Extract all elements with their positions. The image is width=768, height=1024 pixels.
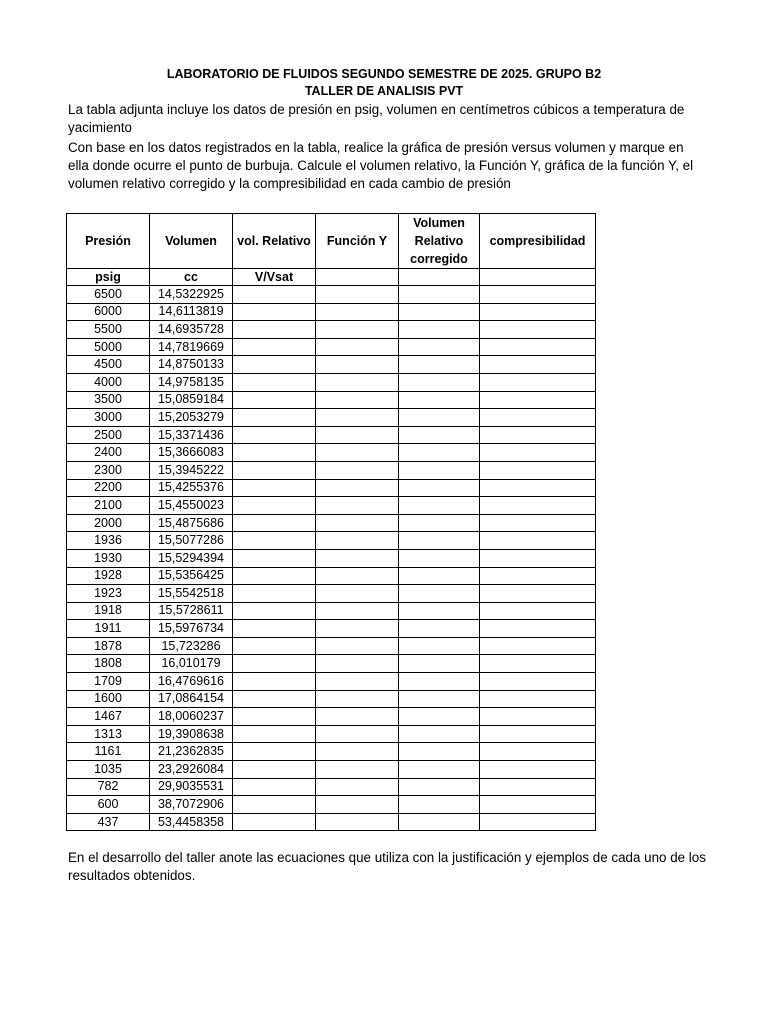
cell-volumen: 19,3908638 xyxy=(150,725,233,743)
unit-compresibilidad xyxy=(480,269,596,286)
cell-funcion-y xyxy=(316,690,399,708)
header-presion: Presión xyxy=(67,214,150,269)
cell-presion: 782 xyxy=(67,778,150,796)
cell-funcion-y xyxy=(316,620,399,638)
cell-presion: 2200 xyxy=(67,479,150,497)
cell-vol-relativo xyxy=(233,497,316,515)
table-row xyxy=(67,813,596,831)
cell-volumen-relativo-corregido xyxy=(399,532,480,550)
cell-funcion-y xyxy=(316,391,399,409)
cell-compresibilidad xyxy=(480,514,596,532)
cell-compresibilidad xyxy=(480,673,596,691)
header-volumen: Volumen xyxy=(150,214,233,269)
cell-vol-relativo xyxy=(233,549,316,567)
document-subtitle: TALLER DE ANALISIS PVT xyxy=(304,84,464,98)
cell-compresibilidad xyxy=(480,479,596,497)
table-row xyxy=(67,461,596,479)
table-row xyxy=(67,356,596,374)
cell-compresibilidad xyxy=(480,356,596,374)
cell-vol-relativo xyxy=(233,373,316,391)
cell-compresibilidad xyxy=(480,426,596,444)
cell-compresibilidad xyxy=(480,796,596,814)
cell-funcion-y xyxy=(316,514,399,532)
cell-vol-relativo xyxy=(233,286,316,304)
cell-vol-relativo xyxy=(233,479,316,497)
cell-vol-relativo xyxy=(233,338,316,356)
table-units-row xyxy=(67,269,596,286)
table-row xyxy=(67,620,596,638)
cell-volumen: 14,5322925 xyxy=(150,286,233,304)
table-row xyxy=(67,673,596,691)
cell-volumen-relativo-corregido xyxy=(399,813,480,831)
cell-vol-relativo xyxy=(233,444,316,462)
cell-funcion-y xyxy=(316,761,399,779)
cell-volumen: 15,5077286 xyxy=(150,532,233,550)
cell-volumen-relativo-corregido xyxy=(399,356,480,374)
table-row xyxy=(67,391,596,409)
table-row xyxy=(67,426,596,444)
cell-vol-relativo xyxy=(233,409,316,427)
cell-compresibilidad xyxy=(480,637,596,655)
cell-presion: 1928 xyxy=(67,567,150,585)
cell-volumen: 15,0859184 xyxy=(150,391,233,409)
cell-funcion-y xyxy=(316,567,399,585)
cell-funcion-y xyxy=(316,532,399,550)
table-row xyxy=(67,778,596,796)
cell-funcion-y xyxy=(316,796,399,814)
cell-volumen-relativo-corregido xyxy=(399,391,480,409)
cell-funcion-y xyxy=(316,813,399,831)
cell-vol-relativo xyxy=(233,585,316,603)
cell-funcion-y xyxy=(316,549,399,567)
cell-funcion-y xyxy=(316,585,399,603)
cell-vol-relativo xyxy=(233,391,316,409)
table-row xyxy=(67,532,596,550)
cell-volumen-relativo-corregido xyxy=(399,708,480,726)
table-row xyxy=(67,514,596,532)
cell-vol-relativo xyxy=(233,813,316,831)
unit-vol-relativo: V/Vsat xyxy=(233,269,316,286)
cell-volumen-relativo-corregido xyxy=(399,303,480,321)
cell-presion: 3500 xyxy=(67,391,150,409)
cell-vol-relativo xyxy=(233,743,316,761)
cell-vol-relativo xyxy=(233,725,316,743)
cell-volumen: 14,7819669 xyxy=(150,338,233,356)
cell-presion: 1923 xyxy=(67,585,150,603)
cell-volumen: 15,4875686 xyxy=(150,514,233,532)
table-row xyxy=(67,796,596,814)
cell-presion: 6500 xyxy=(67,286,150,304)
table-row xyxy=(67,690,596,708)
cell-vol-relativo xyxy=(233,761,316,779)
table-row xyxy=(67,286,596,304)
cell-vol-relativo xyxy=(233,690,316,708)
cell-presion: 600 xyxy=(67,796,150,814)
cell-volumen-relativo-corregido xyxy=(399,761,480,779)
cell-funcion-y xyxy=(316,743,399,761)
cell-volumen: 53,4458358 xyxy=(150,813,233,831)
cell-volumen: 15,5294394 xyxy=(150,549,233,567)
cell-volumen: 29,9035531 xyxy=(150,778,233,796)
header-funcion-y: Función Y xyxy=(316,214,399,269)
cell-presion: 5500 xyxy=(67,321,150,339)
cell-compresibilidad xyxy=(480,725,596,743)
cell-presion: 437 xyxy=(67,813,150,831)
cell-volumen: 16,4769616 xyxy=(150,673,233,691)
cell-funcion-y xyxy=(316,602,399,620)
cell-compresibilidad xyxy=(480,585,596,603)
cell-volumen-relativo-corregido xyxy=(399,286,480,304)
cell-volumen-relativo-corregido xyxy=(399,497,480,515)
cell-funcion-y xyxy=(316,409,399,427)
cell-funcion-y xyxy=(316,286,399,304)
cell-presion: 1600 xyxy=(67,690,150,708)
cell-volumen: 38,7072906 xyxy=(150,796,233,814)
table-body xyxy=(67,286,596,831)
cell-volumen: 15,4550023 xyxy=(150,497,233,515)
cell-presion: 1878 xyxy=(67,637,150,655)
cell-volumen-relativo-corregido xyxy=(399,479,480,497)
cell-presion: 2000 xyxy=(67,514,150,532)
cell-compresibilidad xyxy=(480,373,596,391)
cell-compresibilidad xyxy=(480,303,596,321)
header-volumen-relativo-corregido: Volumen Relativo corregido xyxy=(399,214,480,269)
unit-funcion-y xyxy=(316,269,399,286)
cell-compresibilidad xyxy=(480,461,596,479)
cell-volumen: 15,723286 xyxy=(150,637,233,655)
footer-paragraph: En el desarrollo del taller anote las ecuaciones que utiliza con la justificación y ejemplos de cada uno de los resultados obtenidos. xyxy=(68,850,706,883)
cell-funcion-y xyxy=(316,356,399,374)
cell-presion: 4500 xyxy=(67,356,150,374)
cell-volumen: 15,3666083 xyxy=(150,444,233,462)
table-row xyxy=(67,373,596,391)
cell-volumen-relativo-corregido xyxy=(399,743,480,761)
cell-volumen-relativo-corregido xyxy=(399,620,480,638)
cell-presion: 4000 xyxy=(67,373,150,391)
cell-compresibilidad xyxy=(480,602,596,620)
cell-funcion-y xyxy=(316,673,399,691)
cell-vol-relativo xyxy=(233,708,316,726)
cell-funcion-y xyxy=(316,637,399,655)
cell-compresibilidad xyxy=(480,743,596,761)
cell-funcion-y xyxy=(316,373,399,391)
cell-volumen: 15,2053279 xyxy=(150,409,233,427)
cell-vol-relativo xyxy=(233,655,316,673)
cell-vol-relativo xyxy=(233,602,316,620)
cell-volumen-relativo-corregido xyxy=(399,673,480,691)
cell-compresibilidad xyxy=(480,655,596,673)
table-row xyxy=(67,743,596,761)
cell-volumen-relativo-corregido xyxy=(399,725,480,743)
cell-compresibilidad xyxy=(480,409,596,427)
cell-vol-relativo xyxy=(233,778,316,796)
cell-presion: 3000 xyxy=(67,409,150,427)
cell-volumen: 23,2926084 xyxy=(150,761,233,779)
intro-paragraph-1: La tabla adjunta incluye los datos de presión en psig, volumen en centímetros cúbicos a temperatura de yacimiento xyxy=(68,102,685,135)
cell-volumen: 18,0060237 xyxy=(150,708,233,726)
cell-compresibilidad xyxy=(480,620,596,638)
cell-volumen: 14,6935728 xyxy=(150,321,233,339)
cell-compresibilidad xyxy=(480,778,596,796)
table-row xyxy=(67,567,596,585)
cell-funcion-y xyxy=(316,479,399,497)
cell-volumen: 15,5356425 xyxy=(150,567,233,585)
cell-volumen: 15,3371436 xyxy=(150,426,233,444)
table-row xyxy=(67,655,596,673)
cell-vol-relativo xyxy=(233,620,316,638)
cell-funcion-y xyxy=(316,338,399,356)
header-vol-relativo: vol. Relativo xyxy=(233,214,316,269)
cell-vol-relativo xyxy=(233,303,316,321)
cell-vol-relativo xyxy=(233,567,316,585)
cell-presion: 1161 xyxy=(67,743,150,761)
cell-volumen-relativo-corregido xyxy=(399,373,480,391)
cell-volumen-relativo-corregido xyxy=(399,514,480,532)
cell-vol-relativo xyxy=(233,673,316,691)
cell-presion: 1035 xyxy=(67,761,150,779)
cell-volumen: 17,0864154 xyxy=(150,690,233,708)
cell-volumen-relativo-corregido xyxy=(399,444,480,462)
cell-funcion-y xyxy=(316,461,399,479)
intro-paragraph-2: Con base en los datos registrados en la tabla, realice la gráfica de presión versus volumen y marque en ella donde ocurre el punto de burbuja. Calcule el volumen relativo, la Función Y, gráfica de la función Y, el volumen relativo corregido y la compresibilidad en cada cambio de presión xyxy=(68,140,694,191)
cell-presion: 2500 xyxy=(67,426,150,444)
cell-volumen: 15,4255376 xyxy=(150,479,233,497)
table-row xyxy=(67,725,596,743)
cell-presion: 1936 xyxy=(67,532,150,550)
cell-volumen: 14,6113819 xyxy=(150,303,233,321)
cell-funcion-y xyxy=(316,497,399,515)
table-row xyxy=(67,303,596,321)
pvt-data-table xyxy=(66,213,596,831)
cell-compresibilidad xyxy=(480,708,596,726)
cell-vol-relativo xyxy=(233,461,316,479)
cell-compresibilidad xyxy=(480,813,596,831)
cell-funcion-y xyxy=(316,655,399,673)
table-row xyxy=(67,637,596,655)
cell-vol-relativo xyxy=(233,796,316,814)
cell-vol-relativo xyxy=(233,532,316,550)
cell-compresibilidad xyxy=(480,567,596,585)
table-row xyxy=(67,444,596,462)
unit-presion: psig xyxy=(67,269,150,286)
cell-funcion-y xyxy=(316,321,399,339)
cell-compresibilidad xyxy=(480,444,596,462)
cell-volumen-relativo-corregido xyxy=(399,461,480,479)
table-row xyxy=(67,409,596,427)
cell-presion: 1930 xyxy=(67,549,150,567)
cell-volumen: 14,8750133 xyxy=(150,356,233,374)
cell-volumen-relativo-corregido xyxy=(399,602,480,620)
unit-volumen-relativo-corregido xyxy=(399,269,480,286)
cell-funcion-y xyxy=(316,725,399,743)
cell-compresibilidad xyxy=(480,549,596,567)
cell-volumen-relativo-corregido xyxy=(399,690,480,708)
cell-funcion-y xyxy=(316,778,399,796)
table-row xyxy=(67,761,596,779)
cell-volumen-relativo-corregido xyxy=(399,321,480,339)
cell-funcion-y xyxy=(316,444,399,462)
cell-compresibilidad xyxy=(480,391,596,409)
document-title: LABORATORIO DE FLUIDOS SEGUNDO SEMESTRE DE 2025. GRUPO B2 xyxy=(166,67,602,81)
table-row xyxy=(67,321,596,339)
cell-compresibilidad xyxy=(480,690,596,708)
cell-presion: 5000 xyxy=(67,338,150,356)
cell-presion: 1709 xyxy=(67,673,150,691)
cell-presion: 1313 xyxy=(67,725,150,743)
cell-vol-relativo xyxy=(233,426,316,444)
header-compresibilidad: compresibilidad xyxy=(480,214,596,269)
cell-presion: 1918 xyxy=(67,602,150,620)
cell-vol-relativo xyxy=(233,637,316,655)
cell-compresibilidad xyxy=(480,338,596,356)
cell-volumen: 15,3945222 xyxy=(150,461,233,479)
cell-volumen: 16,010179 xyxy=(150,655,233,673)
table-row xyxy=(67,549,596,567)
cell-volumen-relativo-corregido xyxy=(399,637,480,655)
cell-presion: 1911 xyxy=(67,620,150,638)
cell-vol-relativo xyxy=(233,321,316,339)
cell-compresibilidad xyxy=(480,286,596,304)
cell-funcion-y xyxy=(316,303,399,321)
cell-presion: 2300 xyxy=(67,461,150,479)
cell-volumen: 15,5542518 xyxy=(150,585,233,603)
table-header-row xyxy=(67,214,596,269)
table-row xyxy=(67,585,596,603)
cell-volumen-relativo-corregido xyxy=(399,409,480,427)
table-row xyxy=(67,497,596,515)
cell-volumen-relativo-corregido xyxy=(399,549,480,567)
cell-presion: 2400 xyxy=(67,444,150,462)
unit-volumen: cc xyxy=(150,269,233,286)
cell-volumen-relativo-corregido xyxy=(399,585,480,603)
cell-volumen-relativo-corregido xyxy=(399,567,480,585)
cell-volumen: 21,2362835 xyxy=(150,743,233,761)
cell-volumen-relativo-corregido xyxy=(399,778,480,796)
cell-presion: 6000 xyxy=(67,303,150,321)
cell-funcion-y xyxy=(316,708,399,726)
table-row xyxy=(67,602,596,620)
cell-volumen: 15,5976734 xyxy=(150,620,233,638)
table-row xyxy=(67,338,596,356)
cell-volumen: 15,5728611 xyxy=(150,602,233,620)
cell-volumen-relativo-corregido xyxy=(399,796,480,814)
table-row xyxy=(67,479,596,497)
cell-compresibilidad xyxy=(480,532,596,550)
table-row xyxy=(67,708,596,726)
cell-volumen-relativo-corregido xyxy=(399,338,480,356)
cell-presion: 2100 xyxy=(67,497,150,515)
cell-compresibilidad xyxy=(480,497,596,515)
cell-presion: 1808 xyxy=(67,655,150,673)
cell-volumen-relativo-corregido xyxy=(399,655,480,673)
cell-volumen-relativo-corregido xyxy=(399,426,480,444)
cell-vol-relativo xyxy=(233,356,316,374)
cell-compresibilidad xyxy=(480,761,596,779)
cell-funcion-y xyxy=(316,426,399,444)
cell-presion: 1467 xyxy=(67,708,150,726)
cell-vol-relativo xyxy=(233,514,316,532)
cell-compresibilidad xyxy=(480,321,596,339)
cell-volumen: 14,9758135 xyxy=(150,373,233,391)
